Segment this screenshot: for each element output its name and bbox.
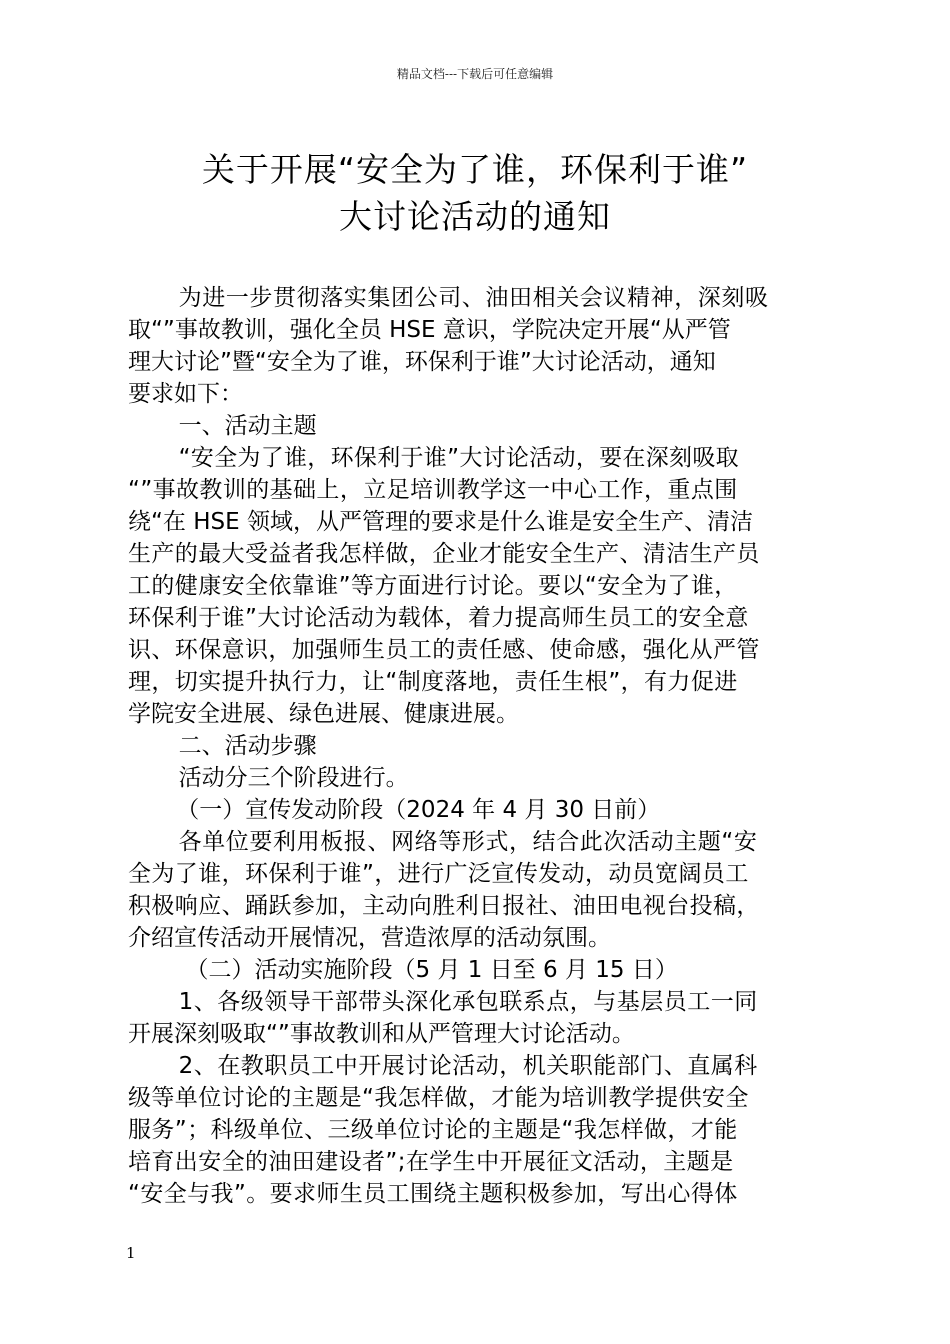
- page-header-note: 精品文档---下载后可任意编辑: [396, 67, 554, 81]
- body-line: （二）活动实施阶段（5 月 1 日至 6 月 15 日）: [185, 957, 678, 983]
- body-line: 培育出安全的油田建设者”;在学生中开展征文活动，主题是: [128, 1149, 734, 1175]
- body-line: 介绍宣传活动开展情况，营造浓厚的活动氛围。: [128, 925, 611, 951]
- body-line: 积极响应、踊跃参加，主动向胜利日报社、油田电视台投稿，: [128, 893, 760, 919]
- body-line: 活动分三个阶段进行。: [178, 765, 409, 791]
- body-line: 服务”；科级单位、三级单位讨论的主题是“我怎样做，才能: [128, 1117, 738, 1143]
- body-line: 开展深刻吸取“”事故教训和从严管理大讨论活动。: [128, 1021, 635, 1047]
- page-number: 1: [126, 1244, 136, 1262]
- body-line: 级等单位讨论的主题是“我怎样做，才能为培训教学提供安全: [128, 1085, 749, 1111]
- body-line: （一）宣传发动阶段（2024 年 4 月 30 日前）: [176, 797, 661, 823]
- body-line: 绕“在 HSE 领域，从严管理的要求是什么谁是安全生产、清洁: [128, 509, 753, 535]
- body-line: “安全为了谁，环保利于谁”大讨论活动，要在深刻吸取: [178, 445, 739, 471]
- body-line: 理大讨论”暨“安全为了谁，环保利于谁”大讨论活动，通知: [128, 349, 716, 375]
- document-body: [128, 282, 822, 1210]
- body-line: “安全与我”。要求师生员工围绕主题积极参加，写出心得体: [128, 1181, 738, 1207]
- body-line: 识、环保意识，加强师生员工的责任感、使命感，强化从严管: [128, 637, 760, 663]
- body-line: 学院安全进展、绿色进展、健康进展。: [128, 701, 519, 727]
- body-line: 一、活动主题: [178, 413, 317, 439]
- body-line: 工的健康安全依靠谁”等方面进行讨论。要以“安全为了谁，: [128, 573, 738, 599]
- body-line: 二、活动步骤: [178, 733, 317, 759]
- body-line: 理，切实提升执行力，让“制度落地，责任生根”，有力促进: [128, 669, 738, 695]
- body-line: 为进一步贯彻落实集团公司、油田相关会议精神，深刻吸: [178, 285, 769, 311]
- body-line: 要求如下：: [128, 381, 243, 407]
- body-line: 环保利于谁”大讨论活动为载体，着力提高师生员工的安全意: [128, 605, 749, 631]
- body-line: “”事故教训的基础上，立足培训教学这一中心工作，重点围: [128, 477, 738, 503]
- document-title-line-2: 大讨论活动的通知: [339, 197, 611, 236]
- body-line: 2、在教职员工中开展讨论活动，机关职能部门、直属科: [178, 1053, 758, 1079]
- body-line: 1、各级领导干部带头深化承包联系点，与基层员工一同: [178, 989, 758, 1015]
- body-line: 取“”事故教训，强化全员 HSE 意识，学院决定开展“从严管: [128, 317, 731, 343]
- body-line: 各单位要利用板报、网络等形式，结合此次活动主题“安: [178, 829, 758, 855]
- body-line: 生产的最大受益者我怎样做，企业才能安全生产、清洁生产员: [128, 541, 760, 567]
- document-title-line-1: 关于开展“安全为了谁，环保利于谁”: [201, 150, 749, 189]
- body-line: 全为了谁，环保利于谁”，进行广泛宣传发动，动员宽阔员工: [128, 861, 749, 887]
